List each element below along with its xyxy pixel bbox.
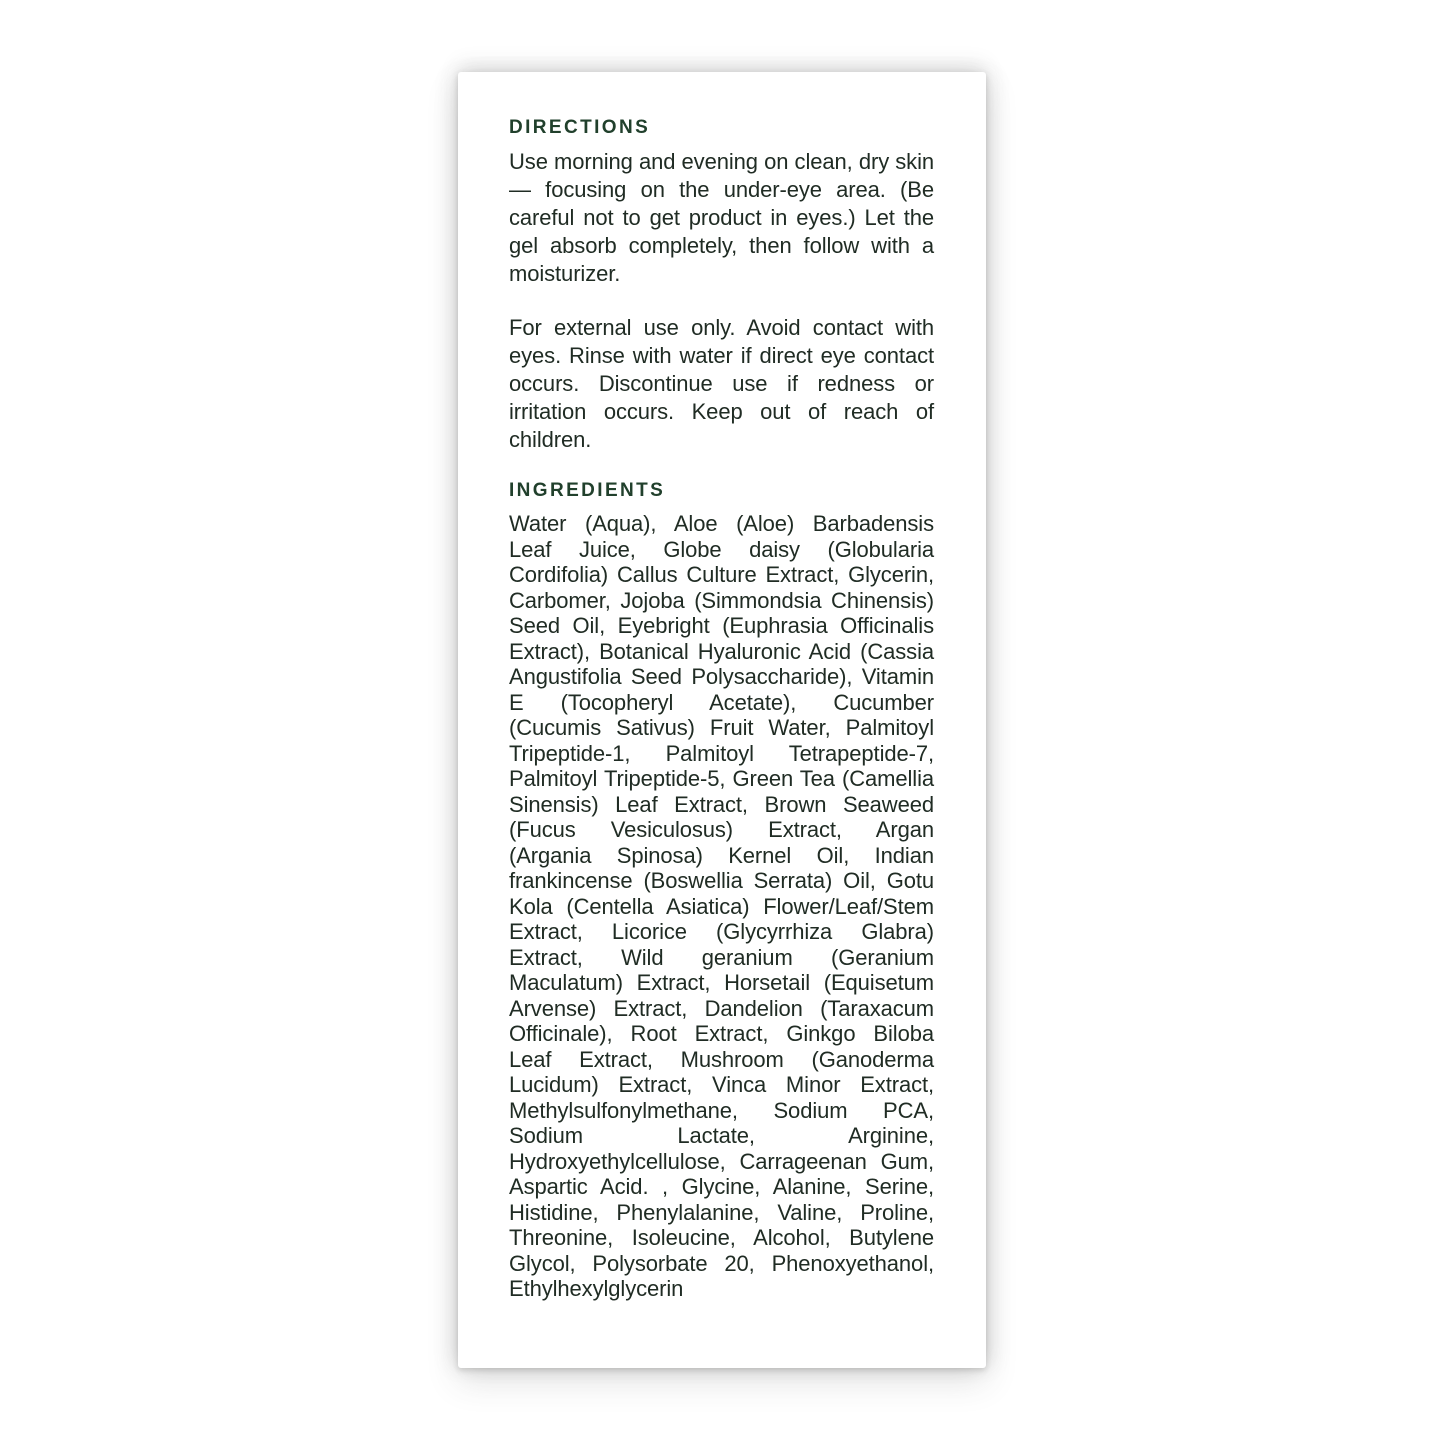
label-content xyxy=(458,72,986,1302)
directions-heading: DIRECTIONS xyxy=(509,117,651,138)
ingredients-heading: INGREDIENTS xyxy=(509,480,666,501)
ingredients-paragraph: Water (Aqua), Aloe (Aloe) Barbadensis Leaf Juice, Globe daisy (Globularia Cordifolia) Callus Culture Extract, Glycerin, Carbomer, Jojoba (Simmondsia Chinensis) Seed Oil, Eyebright (Euphrasia Officinalis Extract), Botanical Hyaluronic Acid (Cassia Angustifolia Seed Polysaccharide), Vitamin E (Tocopheryl Acetate), Cucumber (Cucumis Sativus) Fruit Water, Palmitoyl Tripeptide-1, Palmitoyl Tetrapeptide-7, Palmitoyl Tripeptide-5, Green Tea (Camellia Sinensis) Leaf Extract, Brown Seaweed (Fucus Vesiculosus) Extract, Argan (Argania Spinosa) Kernel Oil, Indian frankincense (Boswellia Serrata) Oil, Gotu Kola (Centella Asiatica) Flower/Leaf/Stem Extract, Licorice (Glycyrrhiza Glabra) Extract, Wild geranium (Geranium Maculatum) Extract, Horsetail (Equisetum Arvense) Extract, Dandelion (Taraxacum Officinale), Root Extract, Ginkgo Biloba Leaf Extract, Mushroom (Ganoderma Lucidum) Extract, Vinca Minor Extract, Methylsulfonylmethane, Sodium PCA, Sodium Lactate, Arginine, Hydroxyethylcellulose, Carrageenan Gum, Aspartic Acid. , Glycine, Alanine, Serine, Histidine, Phenylalanine, Valine, Proline, Threonine, Isoleucine, Alcohol, Butylene Glycol, Polysorbate 20, Phenoxyethanol, Ethylhexylglycerin xyxy=(509,511,934,1301)
directions-paragraph-usage: Use morning and evening on clean, dry skin — focusing on the under-eye area. (Be careful not to get product in eyes.) Let the gel absorb completely, then follow with a moisturizer. xyxy=(509,149,934,286)
directions-paragraph-warning: For external use only. Avoid contact with eyes. Rinse with water if direct eye contact occurs. Discontinue use if redness or irritation occurs. Keep out of reach of children. xyxy=(509,315,934,452)
label-back-panel xyxy=(458,72,986,1368)
